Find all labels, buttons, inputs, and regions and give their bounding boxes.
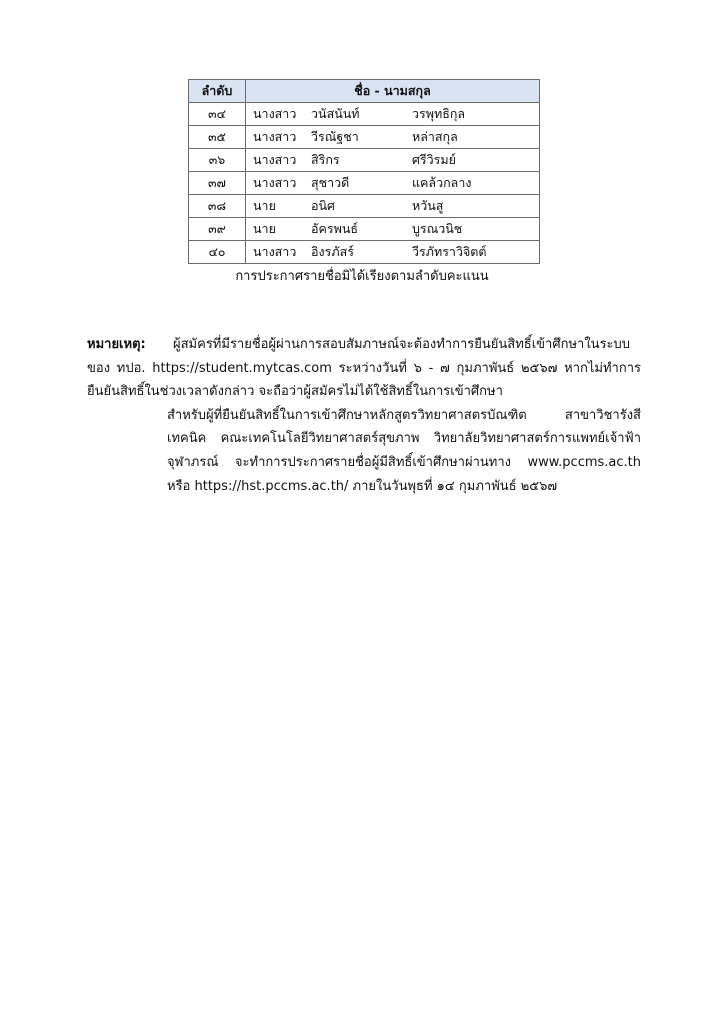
name-title: นางสาว [253,244,297,259]
name-title: นางสาว [253,175,297,190]
table-row [189,172,540,195]
name-title: นาย [253,198,276,213]
row-name [246,241,540,264]
row-number: ๓๕ [189,126,246,149]
table-row [189,103,540,126]
last-name: บูรณวนิช [412,221,463,236]
row-number: ๔๐ [189,241,246,264]
last-name: ศรีวิรมย์ [412,152,456,167]
first-name: อัครพนธ์ [311,221,358,236]
applicant-table [188,79,540,264]
table-row [189,218,540,241]
row-name [246,218,540,241]
row-number: ๓๗ [189,172,246,195]
name-title: นางสาว [253,129,297,144]
notes-paragraph-1 [87,333,641,404]
table-header-row [189,80,540,103]
first-name: สิริกร [311,152,340,167]
last-name: วรพุทธิกุล [412,106,466,121]
notes-text-2: สำหรับผู้ที่ยืนยันสิทธิ์ในการเข้าศึกษาหลักสูตรวิทยาศาสตรบัณฑิต สาขาวิชารังสีเทคนิค คณะเทคโนโลยีวิทยาศาสตร์สุขภาพ วิทยาลัยวิทยาศาสตร์การแพทย์เจ้าฟ้าจุฬาภรณ์ จะทำการประกาศรายชื่อผู้มีสิทธิ์เข้าศึกษาผ่านทาง www.pccms.ac.th หรือ https://hst.pccms.ac.th/ ภายในวันพุธที่ ๑๔ กุมภาพันธ์ ๒๕๖๗ [167,407,641,494]
name-title: นาย [253,221,276,236]
table-row [189,149,540,172]
first-name: วนัสนันท์ [311,106,360,121]
row-number: ๓๙ [189,218,246,241]
header-order: ลำดับ [189,80,246,103]
row-number: ๓๖ [189,149,246,172]
row-name [246,149,540,172]
name-title: นางสาว [253,152,297,167]
first-name: อิงรภัสร์ [311,244,354,259]
row-name [246,172,540,195]
name-title: นางสาว [253,106,297,121]
ranking-caption: การประกาศรายชื่อมิได้เรียงตามลำดับคะแนน [235,269,489,284]
notes-paragraph-2 [87,404,641,498]
notes-text-1: ผู้สมัครที่มีรายชื่อผู้ผ่านการสอบสัมภาษณ์จะต้องทำการยืนยันสิทธิ์เข้าศึกษาในระบบของ ทปอ. https://student.mytcas.com ระหว่างวันที่ ๖ - ๗ กุมภาพันธ์ ๒๕๖๗ หากไม่ทำการยืนยันสิทธิ์ในช่วงเวลาดังกล่าว จะถือว่าผู้สมัครไม่ได้ใช้สิทธิ์ในการเข้าศึกษา [87,337,641,400]
last-name: หวันสู [412,198,444,213]
first-name: อนิศ [311,198,335,213]
row-number: ๓๔ [189,103,246,126]
row-number: ๓๘ [189,195,246,218]
row-name [246,126,540,149]
table-row [189,195,540,218]
notes-label: หมายเหตุ: [87,337,146,352]
last-name: วีรภัทราวิจิตต์ [412,244,487,259]
first-name: สุชาวดี [311,175,350,190]
last-name: แคล้วกลาง [412,175,472,190]
notes-section [87,333,641,498]
header-name: ชื่อ - นามสกุล [246,80,540,103]
row-name [246,103,540,126]
first-name: วีรณัฐชา [311,129,359,144]
table-row [189,241,540,264]
last-name: หล่าสกุล [412,129,458,144]
table-row [189,126,540,149]
row-name [246,195,540,218]
